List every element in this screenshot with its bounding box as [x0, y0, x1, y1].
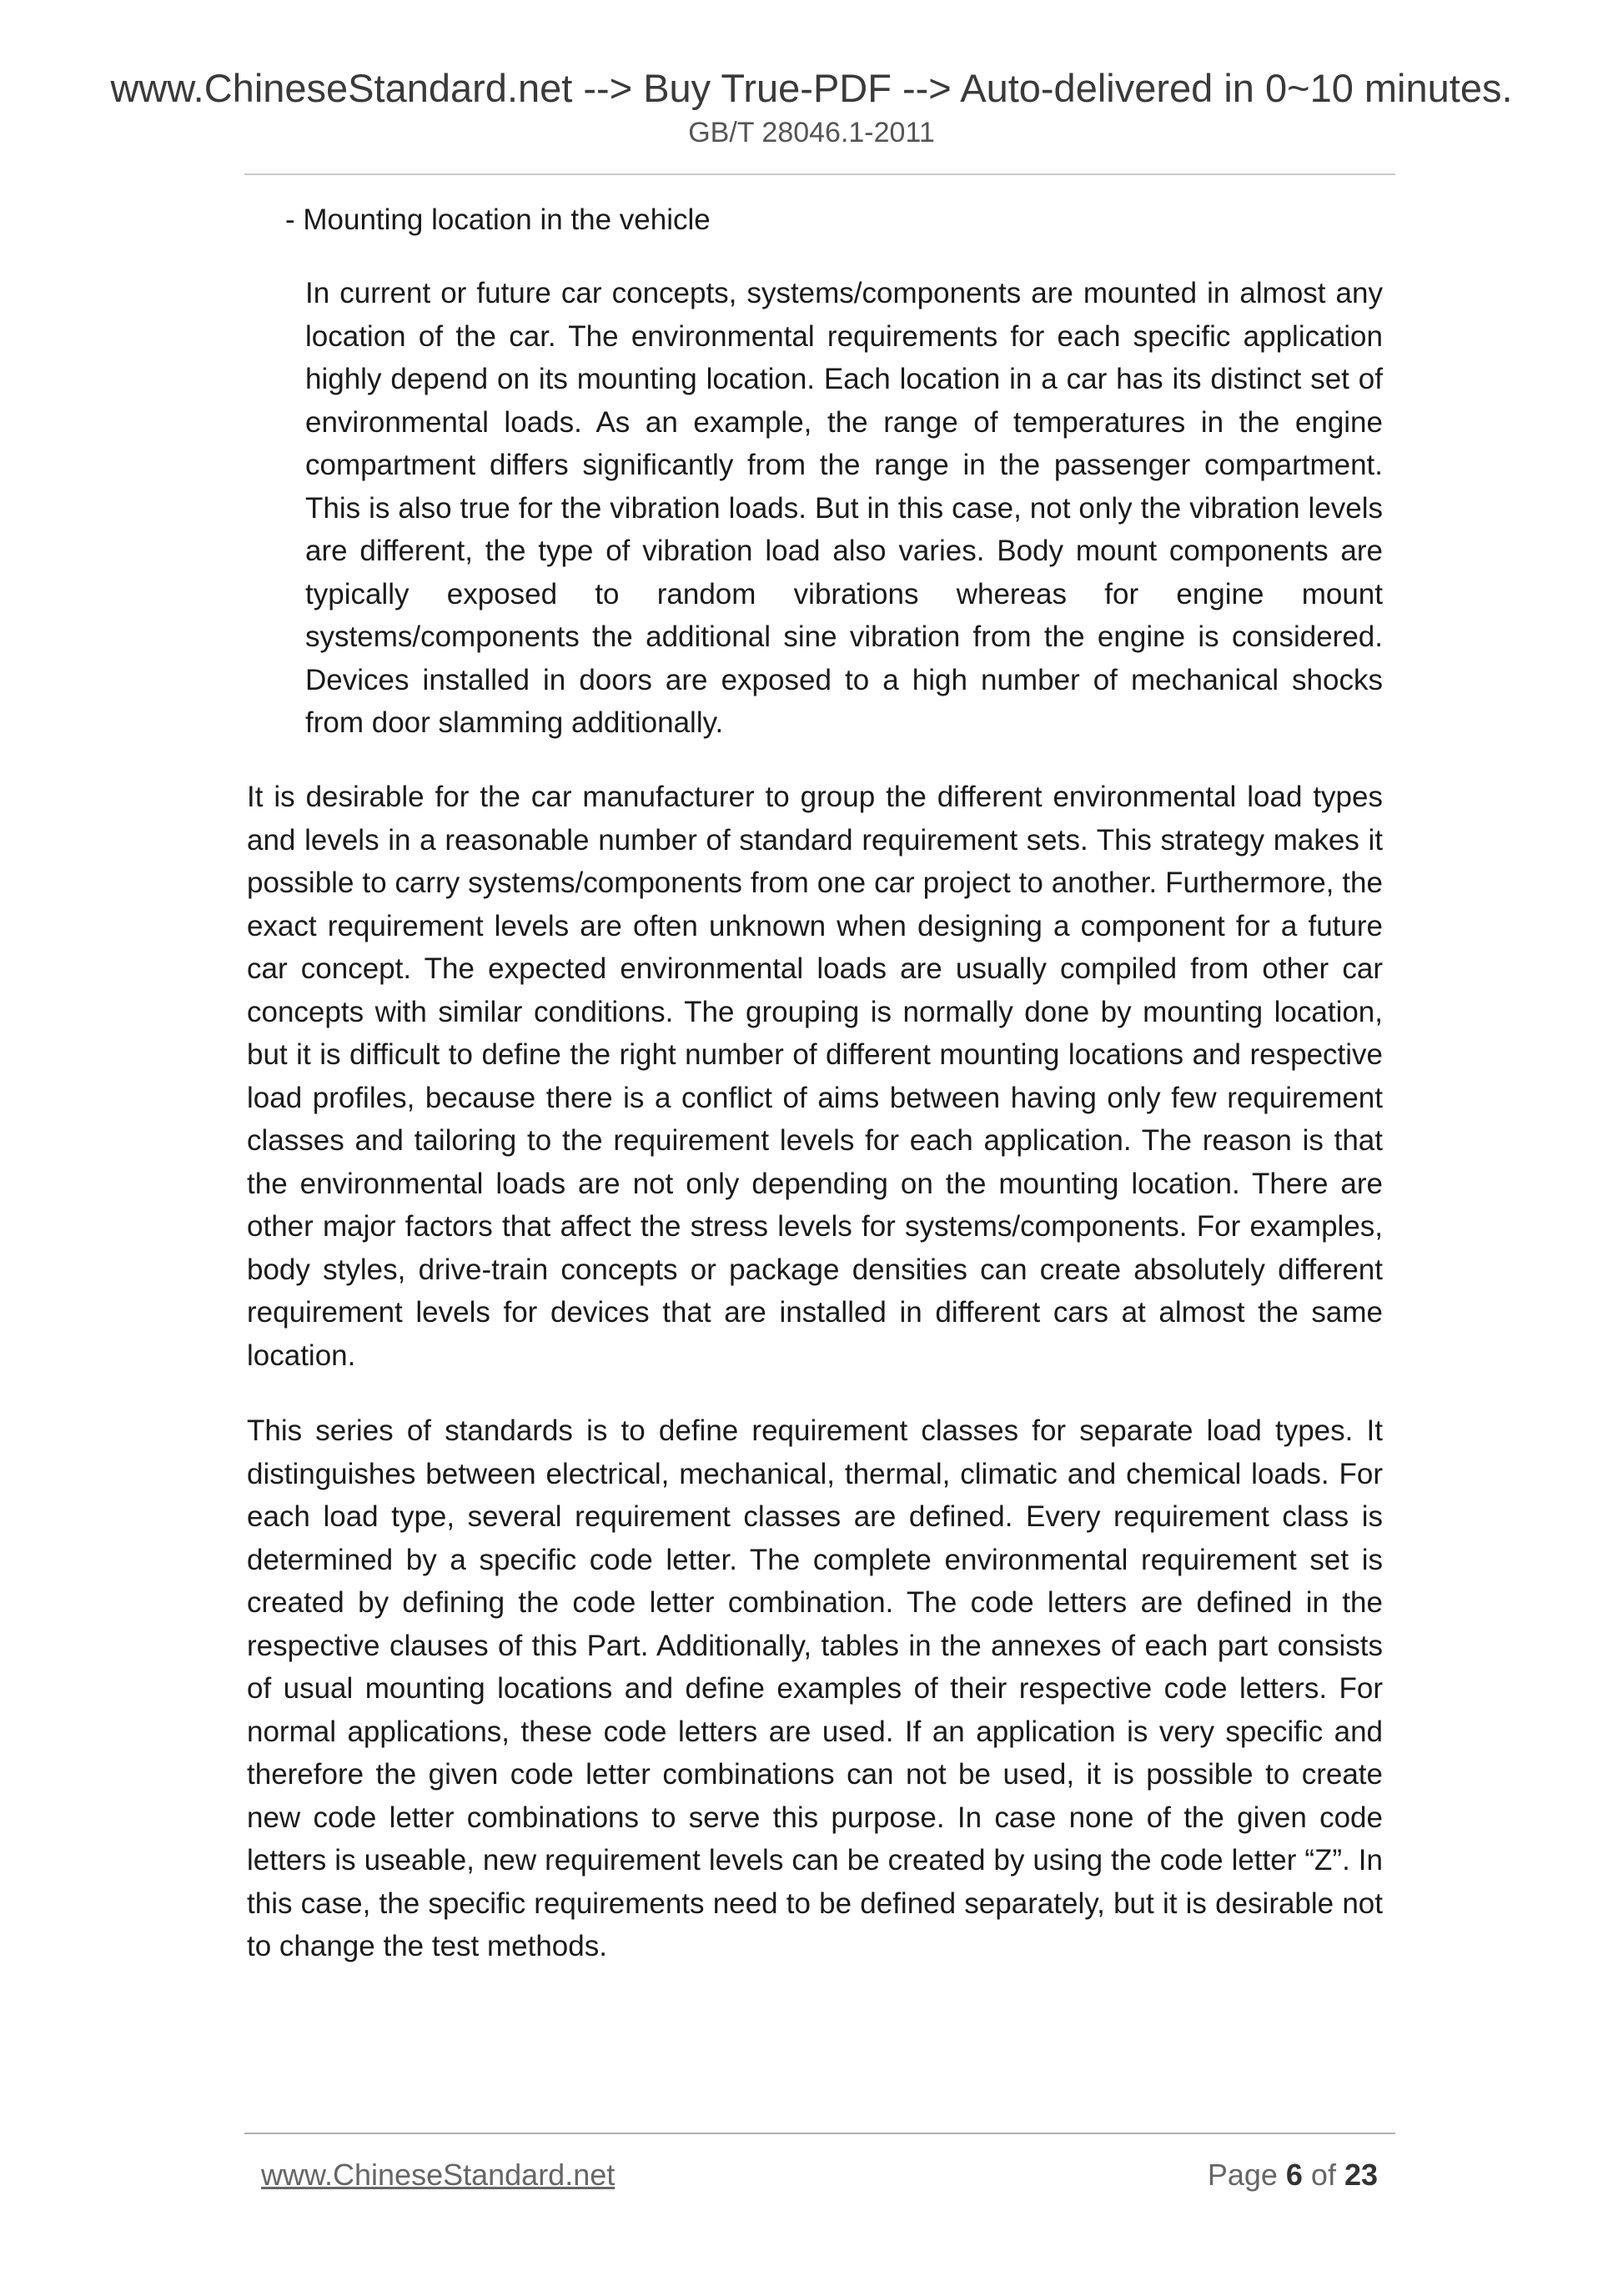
header-banner: www.ChineseStandard.net --> Buy True-PDF --> Auto-delivered in 0~10 minutes. [110, 66, 1513, 110]
bullet-paragraph: In current or future car concepts, systems/components are mounted in almost any location of the car. The environmental requirements for each specific application highly depend on its mounting location. Each location in a car has its distinct set of environmental loads. As an example, the range of temperatures in the engine compartment differs significantly from the range in the passenger compartment. This is also true for the vibration loads. But in this case, not only the vibration levels are different, the type of vibration load also varies. Body mount components are typically exposed to random vibrations whereas for engine mount systems/components the additional sine vibration from the engine is considered. Devices installed in doors are exposed to a high number of mechanical shocks from door slamming additionally. [305, 277, 1383, 739]
paragraph-grouping: It is desirable for the car manufacturer to group the different environmental load types and levels in a reasonable number of standard requirement sets. This strategy makes it possible to carry systems/components from one car project to another. Furthermore, the exact requirement levels are often unknown when designing a component for a future car concept. The expected environmental loads are usually compiled from other car concepts with similar conditions. The grouping is normally done by mounting location, but it is difficult to define the right number of different mounting locations and respective load profiles, because there is a conflict of aims between having only few requirement classes and tailoring to the requirement levels for each application. The reason is that the environmental loads are not only depending on the mounting location. There are other major factors that affect the stress levels for systems/components. For examples, body styles, drive-train concepts or package densities can create absolutely different requirement levels for devices that are installed in different cars at almost the same location. [247, 781, 1383, 1372]
page-indicator [1208, 2158, 1378, 2193]
header-divider [244, 173, 1395, 175]
page-current: 6 [1285, 2158, 1303, 2192]
page-prefix: Page [1207, 2158, 1286, 2192]
standard-number: GB/T 28046.1-2011 [688, 117, 935, 148]
footer-divider [244, 2133, 1395, 2134]
paragraph-requirement-classes: This series of standards is to define requirement classes for separate load types. It distinguishes between electrical, mechanical, thermal, climatic and chemical loads. For each load type, several requirement classes are defined. Every requirement class is determined by a specific code letter. The complete environmental requirement set is created by defining the code letter combination. The code letters are defined in the respective clauses of this Part. Additionally, tables in the annexes of each part consists of usual mounting locations and define examples of their respective code letters. For normal applications, these code letters are used. If an application is very specific and therefore the given code letter combinations can not be used, it is possible to create new code letter combinations to serve this purpose. In case none of the given code letters is useable, new requirement levels can be created by using the code letter “Z”. In this case, the specific requirements need to be defined separately, but it is desirable not to change the test methods. [247, 1414, 1383, 1962]
page-total: 23 [1344, 2158, 1378, 2192]
page-of: of [1302, 2158, 1344, 2192]
footer-site-link[interactable]: www.ChineseStandard.net [261, 2158, 616, 2192]
bullet-heading: - Mounting location in the vehicle [285, 203, 711, 236]
